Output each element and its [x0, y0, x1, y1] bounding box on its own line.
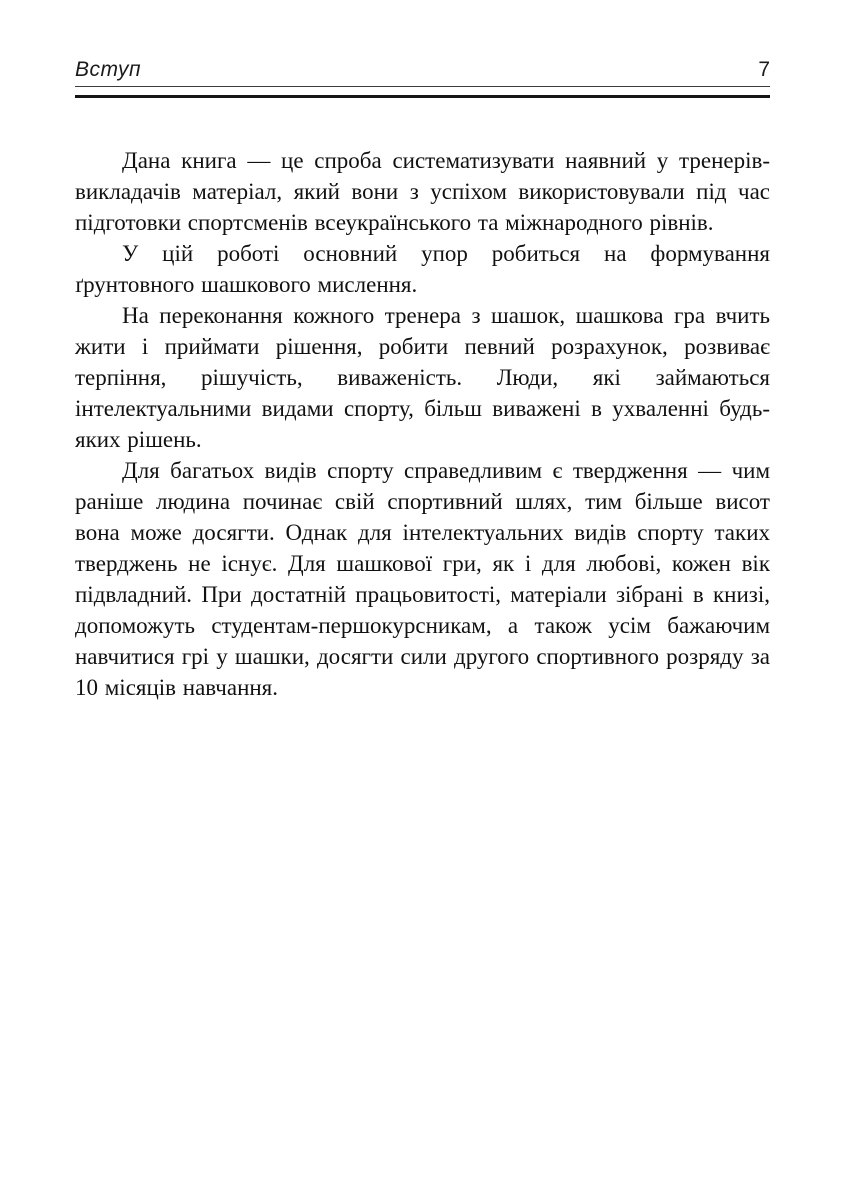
- header-rule-thin: [75, 86, 770, 87]
- page-number: 7: [758, 58, 770, 81]
- paragraph: У цій роботі основний упор робиться на формування ґрунтовного шашкового мислення.: [75, 241, 770, 298]
- paragraph: Для багатьох видів спорту справедливим є твердження — чим раніше людина починає свій спортивний шлях, тим більше висот вона може досягти. Однак для інтелектуальних видів спорту таких тверджень не існує. Для шашкової гри, як і для любові, кожен вік підвладний. При достатній працьовитості, матеріали зібрані в книзі, допоможуть студентам-першокурсникам, а також усім бажаючим навчитися грі у шашки, досягти сили другого спортивного розряду за 10 місяців навчання.: [75, 458, 770, 701]
- header-rule-thick: [75, 95, 770, 98]
- body-text: [75, 145, 770, 703]
- paragraph: На переконання кожного тренера з шашок, шашкова гра вчить жити і приймати рішення, робити певний розрахунок, розвиває терпіння, рішучість, виваженість. Люди, які займаються інтелектуальними видами спорту, більш виважені в ухваленні будь-яких рішень.: [75, 303, 770, 453]
- running-header: [75, 58, 770, 81]
- section-title: Вступ: [75, 58, 142, 81]
- paragraph: Дана книга — це спроба систематизувати наявний у тренерів-викладачів матеріал, який вони з успіхом використовували під час підготовки спортсменів всеукраїнського та міжнародного рівнів.: [75, 148, 770, 236]
